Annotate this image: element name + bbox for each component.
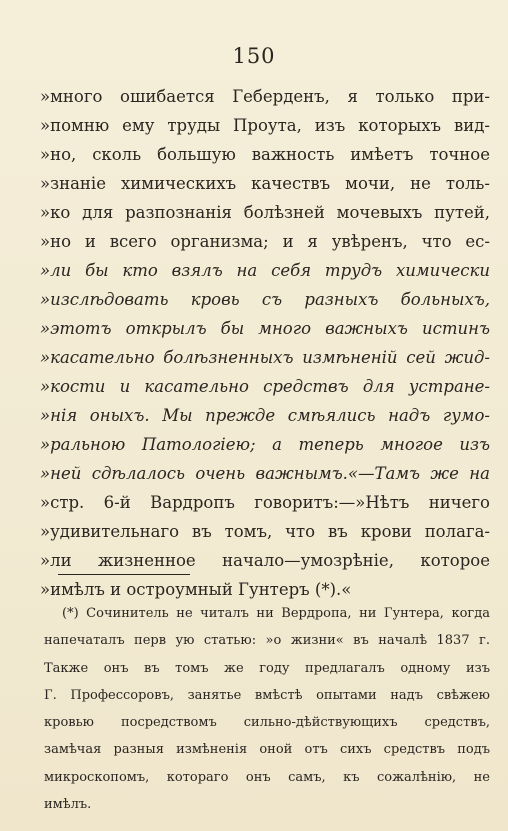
text-line: »кости и касательно средствъ для устране- <box>40 377 490 396</box>
page-number: 150 <box>232 44 276 68</box>
text-line: »стр. 6-й Вардропъ говоритъ:—»Нѣтъ ничего <box>40 493 490 512</box>
text-line: »но и всего организма; и я увѣренъ, что ес- <box>40 232 490 251</box>
text-line: »этотъ открылъ бы много важныхъ истинъ <box>40 319 490 338</box>
text-line: »ней сдѣлалось очень важнымъ.«—Тамъ же на <box>40 464 490 483</box>
text-line: »нія оныхъ. Мы прежде смѣялись надъ гумо- <box>40 406 490 425</box>
text-line: »много ошибается Геберденъ, я только при- <box>40 87 490 106</box>
text-line: »изслѣдовать кровь съ разныхъ больныхъ, <box>40 290 490 309</box>
footnote-line: Также онъ въ томъ же году предлагалъ одному изъ <box>44 660 490 676</box>
footnote-block <box>44 600 490 818</box>
text-line: »удивительнаго въ томъ, что въ крови полага- <box>40 522 490 541</box>
footnote-line: микроскопомъ, котораго онъ самъ, къ сожалѣнію, не <box>44 769 490 785</box>
text-line: »касательно болѣзненныхъ измѣненій сей жид- <box>40 348 490 367</box>
footnote-line: Г. Профессоровъ, занятье вмѣстѣ опытами надъ свѣжею <box>44 687 490 703</box>
footnote-line: (*) Сочинитель не читалъ ни Вердропа, ни Гунтера, когда <box>62 606 490 621</box>
text-line: »ли жизненное начало—умозрѣніе, которое <box>40 551 490 570</box>
footnote-line: имѣлъ. <box>44 797 92 813</box>
text-line: »ко для разпознанія болѣзней мочевыхъ путей, <box>40 203 490 222</box>
text-line: »ли бы кто взялъ на себя трудъ химически <box>40 261 490 280</box>
text-line: »ральною Патологіею; а теперь многое изъ <box>40 435 490 454</box>
text-line: »помню ему труды Проута, изъ которыхъ вид- <box>40 116 490 135</box>
footnote-divider <box>58 574 190 575</box>
text-line: »знаніе химическихъ качествъ мочи, не толь- <box>40 174 490 193</box>
text-line: »имѣлъ и остроумный Гунтеръ (*).« <box>40 580 352 599</box>
footnote-line: напечаталъ перв ую статью: »о жизни« въ началѣ 1837 г. <box>44 633 490 649</box>
footnote-line: замѣчая разныя измѣненія оной отъ сихъ средствъ подъ <box>44 742 490 758</box>
footnote-line: кровью посредствомъ сильно-дѣйствующихъ средствъ, <box>44 715 490 731</box>
text-line: »но, сколь большую важность имѣетъ точное <box>40 145 490 164</box>
main-text-block <box>40 82 490 604</box>
